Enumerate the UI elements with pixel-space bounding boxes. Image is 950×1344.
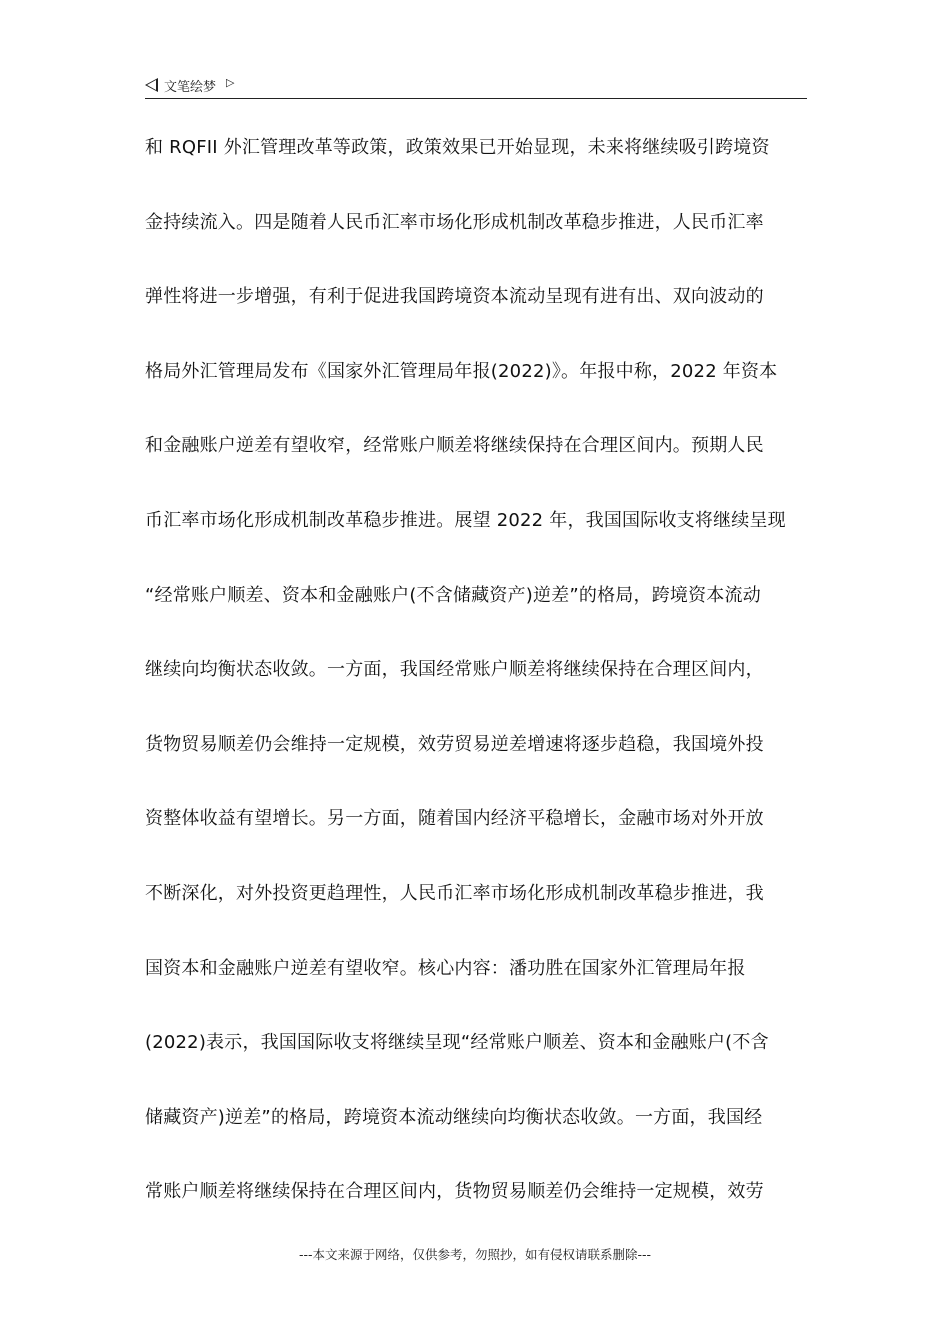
page-header xyxy=(145,74,807,99)
left-triangle-icon xyxy=(145,78,158,92)
body-line: 币汇率市场化形成机制改革稳步推进。展望 2022 年，我国国际收支将继续呈现 xyxy=(145,509,786,531)
body-line: 常账户顺差将继续保持在合理区间内，货物贸易顺差仍会维持一定规模，效劳 xyxy=(145,1181,764,1203)
body-line: 和 RQFII 外汇管理改革等政策，政策效果已开始显现，未来将继续吸引跨境资 xyxy=(145,137,770,158)
page-footer: ---本文来源于网络，仅供参考，勿照抄，如有侵权请联系删除--- xyxy=(298,1247,652,1262)
body-line: 不断深化，对外投资更趋理性，人民币汇率市场化形成机制改革稳步推进，我 xyxy=(145,882,764,904)
body-line: 储藏资产)逆差”的格局，跨境资本流动继续向均衡状态收敛。一方面，我国经 xyxy=(145,1106,763,1128)
body-line: 资整体收益有望增长。另一方面，随着国内经济平稳增长，金融市场对外开放 xyxy=(145,808,764,830)
body-line: 弹性将进一步增强，有利于促进我国跨境资本流动呈现有进有出、双向波动的 xyxy=(145,286,764,308)
right-triangle-icon: ▷ xyxy=(226,75,235,89)
body-line: 继续向均衡状态收敛。一方面，我国经常账户顺差将继续保持在合理区间内， xyxy=(145,659,764,681)
body-line: 货物贸易顺差仍会维持一定规模，效劳贸易逆差增速将逐步趋稳，我国境外投 xyxy=(145,733,764,755)
document-body xyxy=(145,128,807,1247)
header-title: 文笔绘梦 xyxy=(164,79,217,95)
body-line: 格局外汇管理局发布《国家外汇管理局年报(2022)》。年报中称，2022 年资本 xyxy=(145,360,778,382)
body-line: 和金融账户逆差有望收窄，经常账户顺差将继续保持在合理区间内。预期人民 xyxy=(145,435,764,457)
body-line: “经常账户顺差、资本和金融账户(不含储藏资产)逆差”的格局，跨境资本流动 xyxy=(145,584,761,606)
body-line: (2022)表示，我国国际收支将继续呈现“经常账户顺差、资本和金融账户(不含 xyxy=(145,1032,769,1054)
body-line: 国资本和金融账户逆差有望收窄。核心内容：潘功胜在国家外汇管理局年报 xyxy=(145,957,746,979)
body-line: 金持续流入。四是随着人民币汇率市场化形成机制改革稳步推进，人民币汇率 xyxy=(145,211,764,233)
header-row xyxy=(145,74,807,96)
